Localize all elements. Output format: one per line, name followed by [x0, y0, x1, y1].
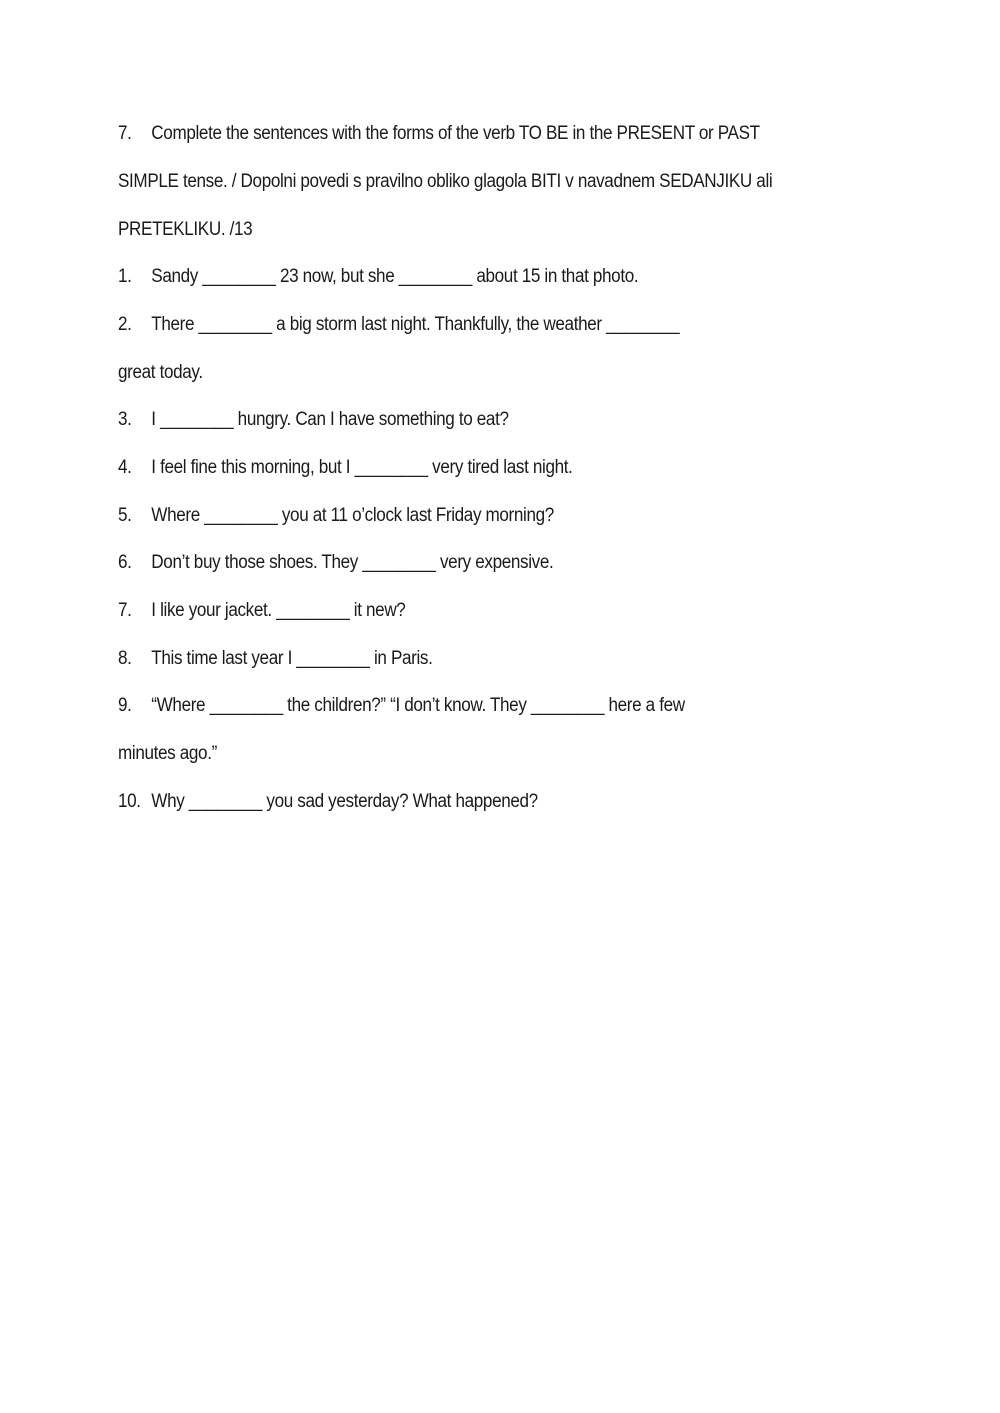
item-text: Why ________ you sad yesterday? What happened? — [151, 791, 538, 812]
item-number: 6. — [118, 552, 132, 573]
item-number: 3. — [118, 409, 132, 430]
item-number: 4. — [118, 457, 132, 478]
item-text: I feel fine this morning, but I ________ very tired last night. — [151, 457, 573, 478]
item-text: I ________ hungry. Can I have something to eat? — [151, 409, 509, 430]
question-item-2-continuation: great today. — [118, 362, 203, 383]
item-number: 10. — [118, 791, 141, 812]
item-number: 9. — [118, 695, 132, 716]
item-number: 5. — [118, 505, 132, 526]
instruction-line-2: SIMPLE tense. / Dopolni povedi s pravilno obliko glagola BITI v navadnem SEDANJIKU ali — [118, 171, 773, 192]
item-text: I like your jacket. ________ it new? — [151, 600, 406, 621]
item-text: Don’t buy those shoes. They ________ very expensive. — [151, 552, 554, 573]
item-number: 1. — [118, 266, 132, 287]
exercise-number: 7. — [118, 123, 132, 144]
item-text: “Where ________ the children?” “I don’t know. They ________ here a few — [151, 695, 685, 716]
item-text: This time last year I ________ in Paris. — [151, 648, 433, 669]
instruction-line-3: PRETEKLIKU. /13 — [118, 219, 253, 240]
question-item-9-continuation: minutes ago.” — [118, 743, 217, 764]
item-number: 8. — [118, 648, 132, 669]
item-text: Sandy ________ 23 now, but she ________ about 15 in that photo. — [151, 266, 639, 287]
item-text: Where ________ you at 11 o’clock last Friday morning? — [151, 505, 554, 526]
item-number: 7. — [118, 600, 132, 621]
instruction-line-1: Complete the sentences with the forms of the verb TO BE in the PRESENT or PAST — [151, 123, 760, 144]
item-text: There ________ a big storm last night. Thankfully, the weather ________ — [151, 314, 680, 335]
item-number: 2. — [118, 314, 132, 335]
